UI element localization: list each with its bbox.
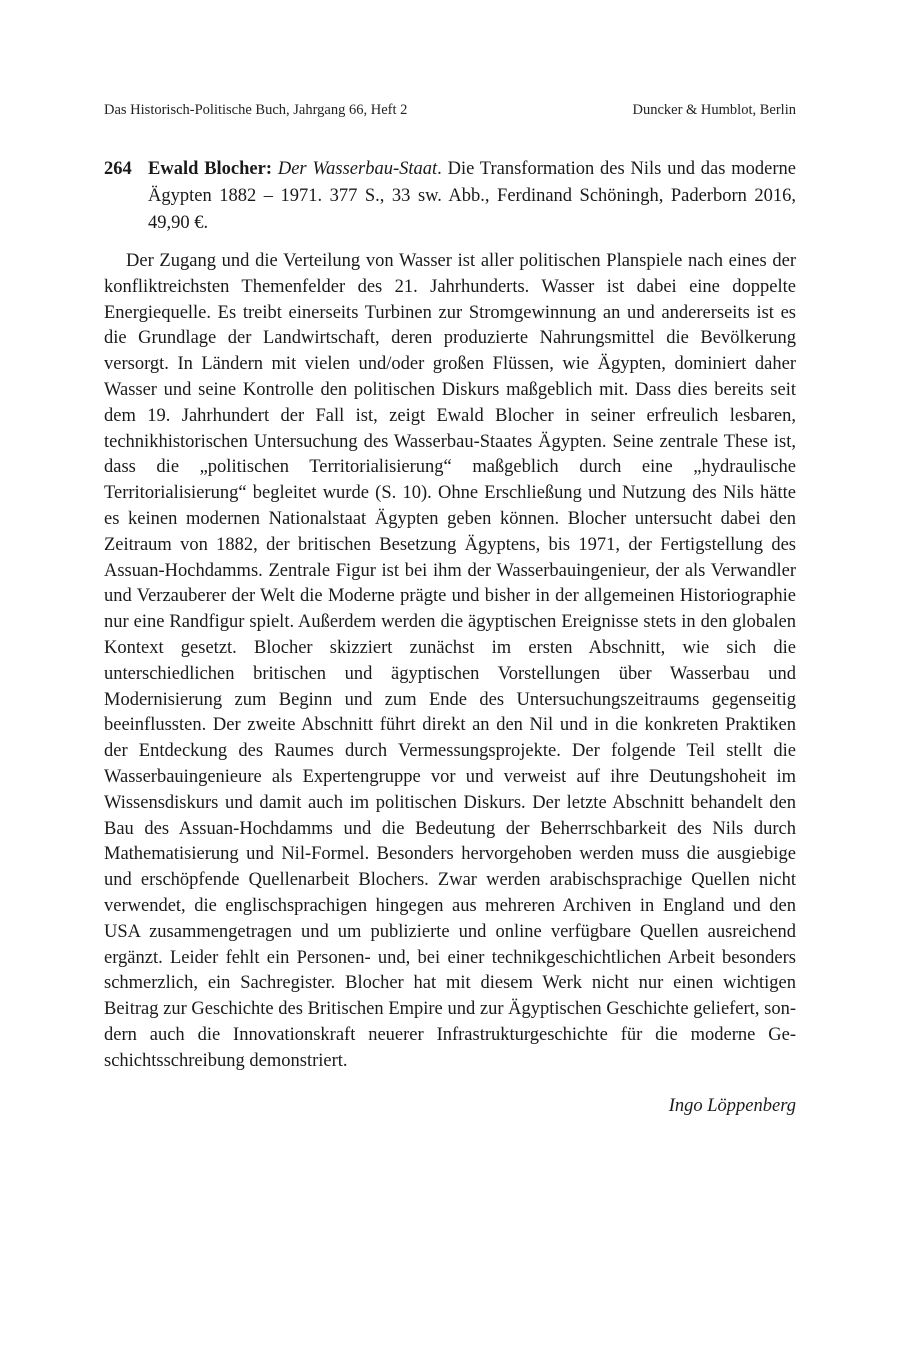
review-text: Der Zugang und die Verteilung von Wasser ist aller politischen Planspiele nach eines der konfliktreichsten Themenfelder des 21. Jahrhunderts. Wasser ist dabei eine doppelte Energiequelle. Es treibt einerseits Turbinen zur Stromgewinnung an und andererseits ist es die Grundlage der Landwirtschaft, deren produzierte Nahrungsmittel die Bevölkerung versorgt. In Ländern mit vielen und/oder großen Flüssen, wie Ägypten, dominiert daher Wasser und seine Kontrolle den politischen Diskurs maßgeblich mit. Dass dies bereits seit dem 19. Jahrhundert der Fall ist, zeigt Ewald Blocher in seiner erfreulich lesbaren, technikhistorischen Untersuchung des Wasserbau-Staates Ägypten. Seine zentrale These ist, dass die „politischen Territorialisierung“ maßgeblich durch eine „hydraulische Territorialisierung“ begleitet wurde (S. 10). Ohne Erschließung und Nutzung des Nils hätte es keinen modernen Nationalstaat Ägypten geben können. Blocher untersucht dabei den Zeitraum von 1882, der britischen Besetzung Ägyptens, bis 1971, der Fertigstellung des Assuan-Hochdamms. Zentrale Figur ist bei ihm der Wasserbauingenieur, der als Verwandler und Verzauberer der Welt die Moderne prägte und bisher in der allgemeinen Historiographie nur eine Randfigur spielt. Außerdem werden die ägyptischen Ereignisse stets in den globalen Kontext gesetzt. Blocher skizziert zunächst im ersten Abschnitt, wie sich die unterschiedlichen britischen und ägyptischen Vorstellungen über Wasserbau und Modernisierung zum Beginn und zum Ende des Untersuchungszeitraums gegenseitig beeinflussten. Der zweite Abschnitt führt direkt an den Nil und in die konkreten Praktiken der Entdeckung des Raumes durch Vermessungsprojekte. Der folgende Teil stellt die Wasserbauingenieure als Expertengruppe vor und verweist auf ihre Deutungshoheit im Wissensdiskurs und damit auch im politischen Diskurs. Der letzte Abschnitt behandelt den Bau des Assuan-Hochdamms und die Bedeutung der Beherrschbarkeit des Nils durch Mathematisierung und Nil-Formel. Besonders hervorgehoben werden muss die ausgiebige und erschöpfende Quellenarbeit Blochers. Zwar werden arabischsprachige Quellen nicht verwendet, die englischsprachigen hingegen aus mehreren Archiven in England und den USA zusammengetragen und um publizierte und online verfügbare Quellen ausreichend ergänzt. Leider fehlt ein Personen- und, bei einer technikgeschichtlichen Arbeit besonders schmerzlich, ein Sachregister. Blocher hat mit diesem Werk nicht nur einen wichtigen Beitrag zur Geschichte des Britischen Empire und zur Ägyptischen Geschichte geliefert, sondern auch die Innovationskraft neuerer Infrastrukturgeschichte für die moderne Geschichtsschreibung demonstriert.: [104, 251, 796, 1071]
book-citation: . Die Transformation des Nils und das moderne Ägypten 1882 – 1971. 377 S., 33 sw. Abb., Ferdinand Schöningh, Paderborn 2016, 49,90 €.: [148, 159, 796, 233]
book-entry-heading: [104, 156, 796, 237]
journal-name: Das Historisch-Politische Buch, Jahrgang 66, Heft 2: [104, 102, 408, 118]
book-title: Der Wasserbau-Staat: [277, 159, 438, 179]
document-page: [104, 100, 796, 1119]
publisher-name: Duncker & Humblot, Berlin: [632, 102, 796, 118]
entry-number: 264: [104, 159, 132, 179]
running-header: [104, 100, 796, 120]
book-author: Ewald Blocher:: [148, 159, 273, 179]
reviewer-name: Ingo Löppenberg: [668, 1096, 796, 1116]
